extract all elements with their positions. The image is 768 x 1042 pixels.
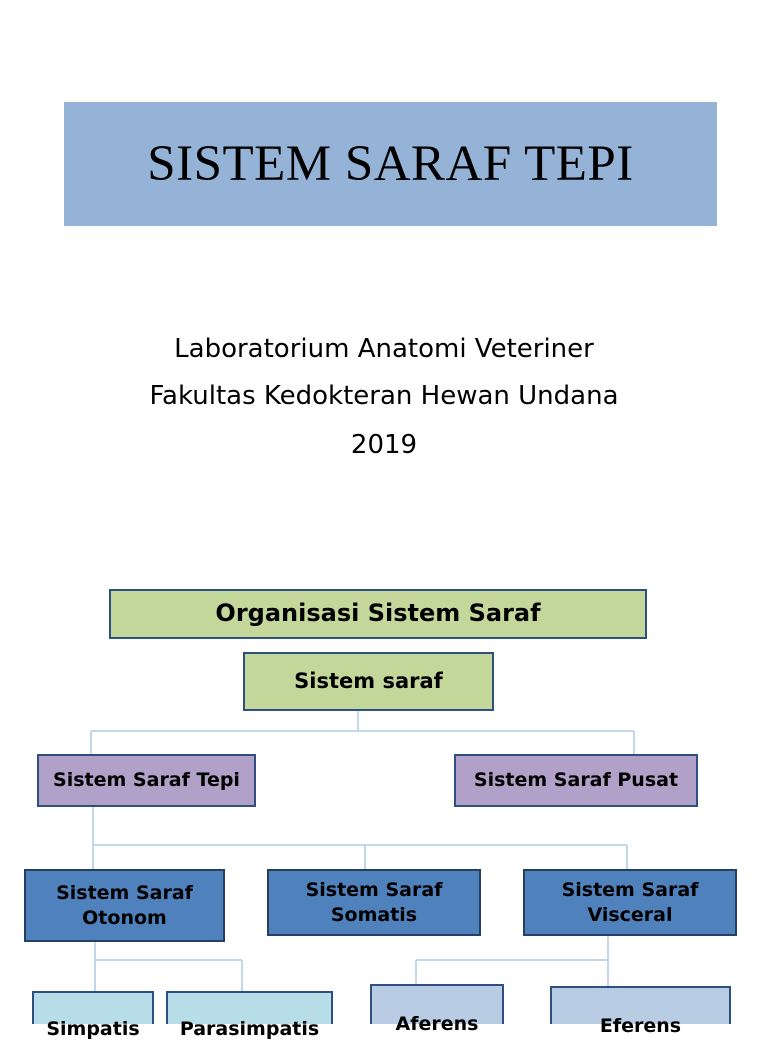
diagram-header: Organisasi Sistem Saraf	[215, 599, 541, 628]
node-sistem-saraf-tepi	[37, 754, 256, 807]
node-aferens	[370, 984, 504, 1035]
node-otonom	[24, 869, 225, 942]
node-sistem-saraf-label: Sistem saraf	[294, 668, 443, 693]
node-simpatis-label: Simpatis	[46, 1018, 140, 1040]
node-visceral-line2: Visceral	[587, 903, 673, 926]
year-line: 2019	[350, 430, 418, 460]
node-sistem-saraf	[243, 652, 494, 711]
node-parasimpatis	[166, 991, 333, 1040]
node-otonom-line2: Otonom	[82, 906, 167, 929]
page-title: SISTEM SARAF TEPI	[147, 136, 634, 192]
institution-line: Laboratorium Anatomi Veteriner	[174, 334, 594, 364]
node-sistem-saraf-tepi-label: Sistem Saraf Tepi	[53, 769, 240, 792]
node-otonom-line1: Sistem Saraf	[56, 881, 193, 904]
node-somatis-line1: Sistem Saraf	[305, 878, 443, 901]
node-somatis-line2: Somatis	[330, 903, 418, 926]
node-eferens-label: Eferens	[599, 1015, 682, 1037]
node-simpatis	[32, 991, 154, 1040]
node-visceral	[523, 869, 737, 936]
node-somatis	[267, 869, 481, 936]
node-sistem-saraf-pusat	[454, 754, 698, 807]
node-sistem-saraf-pusat-label: Sistem Saraf Pusat	[473, 769, 679, 792]
node-eferens	[550, 986, 731, 1037]
node-parasimpatis-label: Parasimpatis	[179, 1018, 320, 1040]
faculty-line: Fakultas Kedokteran Hewan Undana	[149, 381, 619, 411]
node-visceral-line1: Sistem Saraf	[561, 878, 699, 901]
diagram-header-box	[109, 589, 647, 639]
node-aferens-label: Aferens	[395, 1013, 479, 1035]
